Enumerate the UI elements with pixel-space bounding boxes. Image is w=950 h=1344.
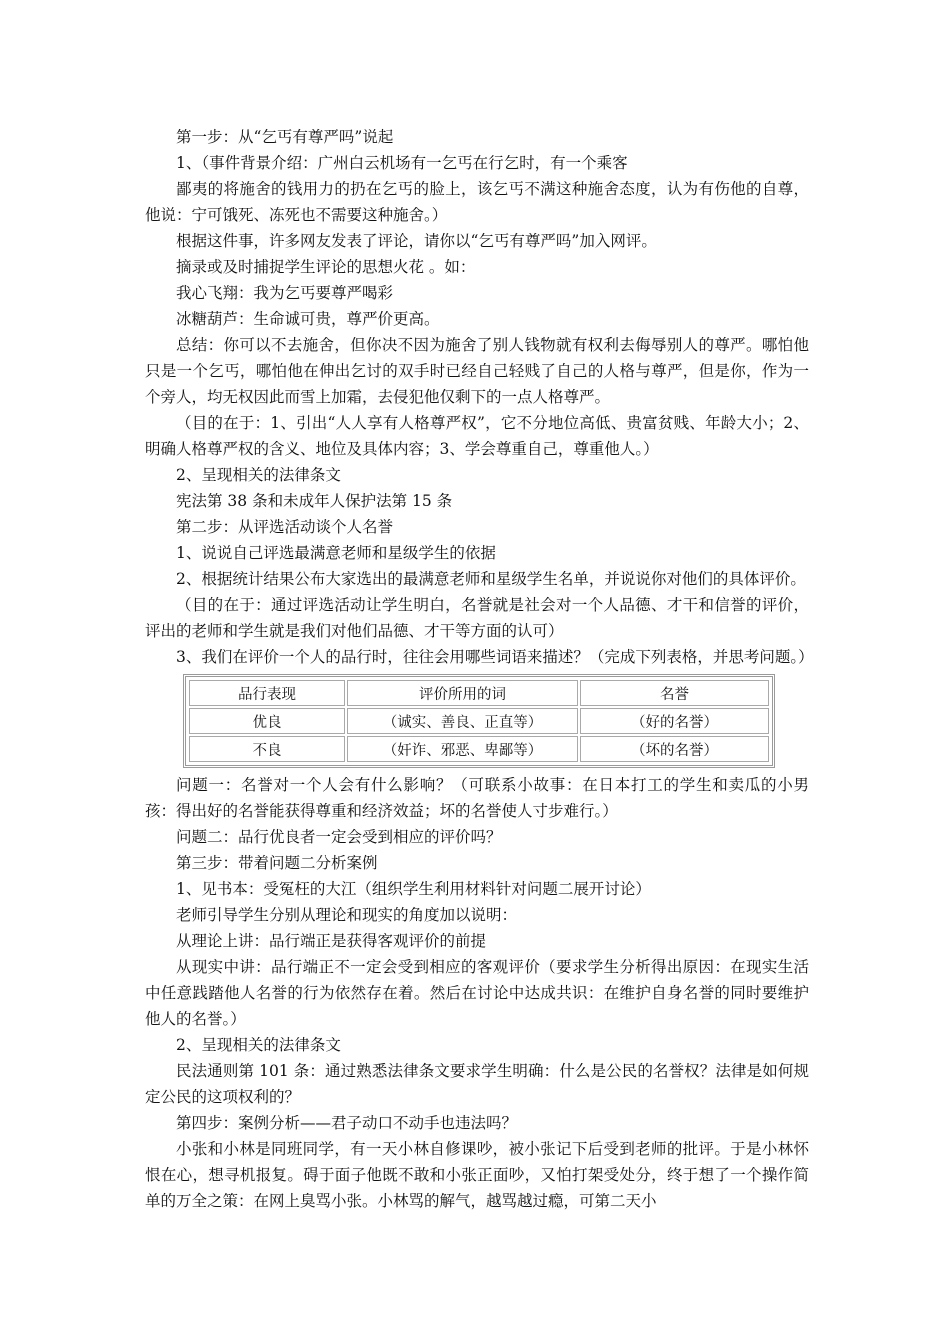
table-cell: 优良	[189, 708, 345, 734]
paragraph: 老师引导学生分别从理论和现实的角度加以说明：	[176, 906, 518, 924]
reputation-table	[183, 674, 775, 768]
case-paragraph: 小张和小林是同班同学，有一天小林自修课吵，被小张记下后受到老师的批评。于是小林怀恨在心，想寻机报复。碍于面子他既不敢和小张正面吵，又怕打架受处分，终于想了一个操作简单的万全之策：在网上臭骂小张。小林骂的解气，越骂越过瘾，可第二天小	[145, 1140, 809, 1210]
table-row	[189, 708, 769, 734]
purpose-paragraph: （目的在于：通过评选活动让学生明白，名誉就是社会对一个人品德、才干和信誉的评价，评出的老师和学生就是我们对他们品德、才干等方面的认可）	[145, 596, 809, 640]
paragraph: 鄙夷的将施舍的钱用力的扔在乞丐的脸上，该乞丐不满这种施舍态度，认为有伤他的自尊，他说：宁可饿死、冻死也不需要这种施舍。）	[145, 180, 809, 224]
paragraph: 冰糖葫芦：生命诚可贵，尊严价更高。	[176, 310, 440, 328]
paragraph: 民法通则第 101 条：通过熟悉法律条文要求学生明确：什么是公民的名誉权？法律是如何规定公民的这项权利的？	[145, 1062, 809, 1106]
question-1-paragraph: 问题一：名誉对一个人会有什么影响？（可联系小故事：在日本打工的学生和卖瓜的小男孩：得出好的名誉能获得尊重和经济效益；坏的名誉使人寸步难行。）	[145, 776, 809, 820]
paragraph: 1、（事件背景介绍：广州白云机场有一乞丐在行乞时，有一个乘客	[176, 154, 628, 172]
table-cell: （坏的名誉）	[580, 736, 769, 762]
step-1-heading: 第一步：从“乞丐有尊严吗”说起	[176, 128, 394, 146]
table-cell: （好的名誉）	[580, 708, 769, 734]
summary-paragraph: 总结：你可以不去施舍，但你决不因为施舍了别人钱物就有权利去侮辱别人的尊严。哪怕他只是一个乞丐，哪怕他在伸出乞讨的双手时已经自己轻贱了自己的人格与尊严，但是你，作为一个旁人，均无权因此而雪上加霜，去侵犯他仅剩下的一点人格尊严。	[145, 336, 809, 406]
table-header-cell: 品行表现	[189, 680, 345, 706]
step-3-heading: 第三步：带着问题二分析案例	[176, 854, 378, 872]
paragraph: 1、说说自己评选最满意老师和星级学生的依据	[176, 544, 496, 562]
step-2-heading: 第二步：从评选活动谈个人名誉	[176, 518, 394, 536]
table-cell: （诚实、善良、正直等）	[347, 708, 578, 734]
table-header-cell: 评价所用的词	[347, 680, 578, 706]
paragraph: 从现实中讲：品行端正不一定会受到相应的客观评价（要求学生分析得出原因：在现实生活中任意践踏他人名誉的行为依然存在着。然后在讨论中达成共识：在维护自身名誉的同时要维护他人的名誉。）	[145, 958, 809, 1028]
paragraph: 从理论上讲：品行端正是获得客观评价的前提	[176, 932, 487, 950]
question-2: 问题二：品行优良者一定会受到相应的评价吗？	[176, 828, 502, 846]
table-row	[189, 736, 769, 762]
table-header-row	[189, 680, 769, 706]
paragraph: 2、呈现相关的法律条文	[176, 1036, 341, 1054]
step-4-heading: 第四步：案例分析——君子动口不动手也违法吗？	[176, 1114, 518, 1132]
paragraph: 3、我们在评价一个人的品行时，往往会用哪些词语来描述？（完成下列表格，并思考问题。）	[176, 648, 814, 666]
paragraph: 2、根据统计结果公布大家选出的最满意老师和星级学生名单，并说说你对他们的具体评价。	[176, 570, 806, 588]
paragraph: 我心飞翔：我为乞丐要尊严喝彩	[176, 284, 394, 302]
paragraph: 2、呈现相关的法律条文	[176, 466, 341, 484]
purpose-paragraph: （目的在于：1、引出“人人享有人格尊严权”，它不分地位高低、贵富贫贱、年龄大小；2、明确人格尊严权的含义、地位及具体内容；3、学会尊重自己，尊重他人。）	[145, 414, 809, 458]
paragraph: 根据这件事，许多网友发表了评论，请你以“乞丐有尊严吗”加入网评。	[176, 232, 657, 250]
table-cell: （奸诈、邪恶、卑鄙等）	[347, 736, 578, 762]
paragraph: 宪法第 38 条和未成年人保护法第 15 条	[176, 492, 453, 510]
table-header-cell: 名誉	[580, 680, 769, 706]
paragraph: 摘录或及时捕捉学生评论的思想火花 。如：	[176, 258, 476, 276]
table-cell: 不良	[189, 736, 345, 762]
document-body	[145, 124, 814, 1214]
paragraph: 1、见书本：受冤枉的大江（组织学生利用材料针对问题二展开讨论）	[176, 880, 651, 898]
